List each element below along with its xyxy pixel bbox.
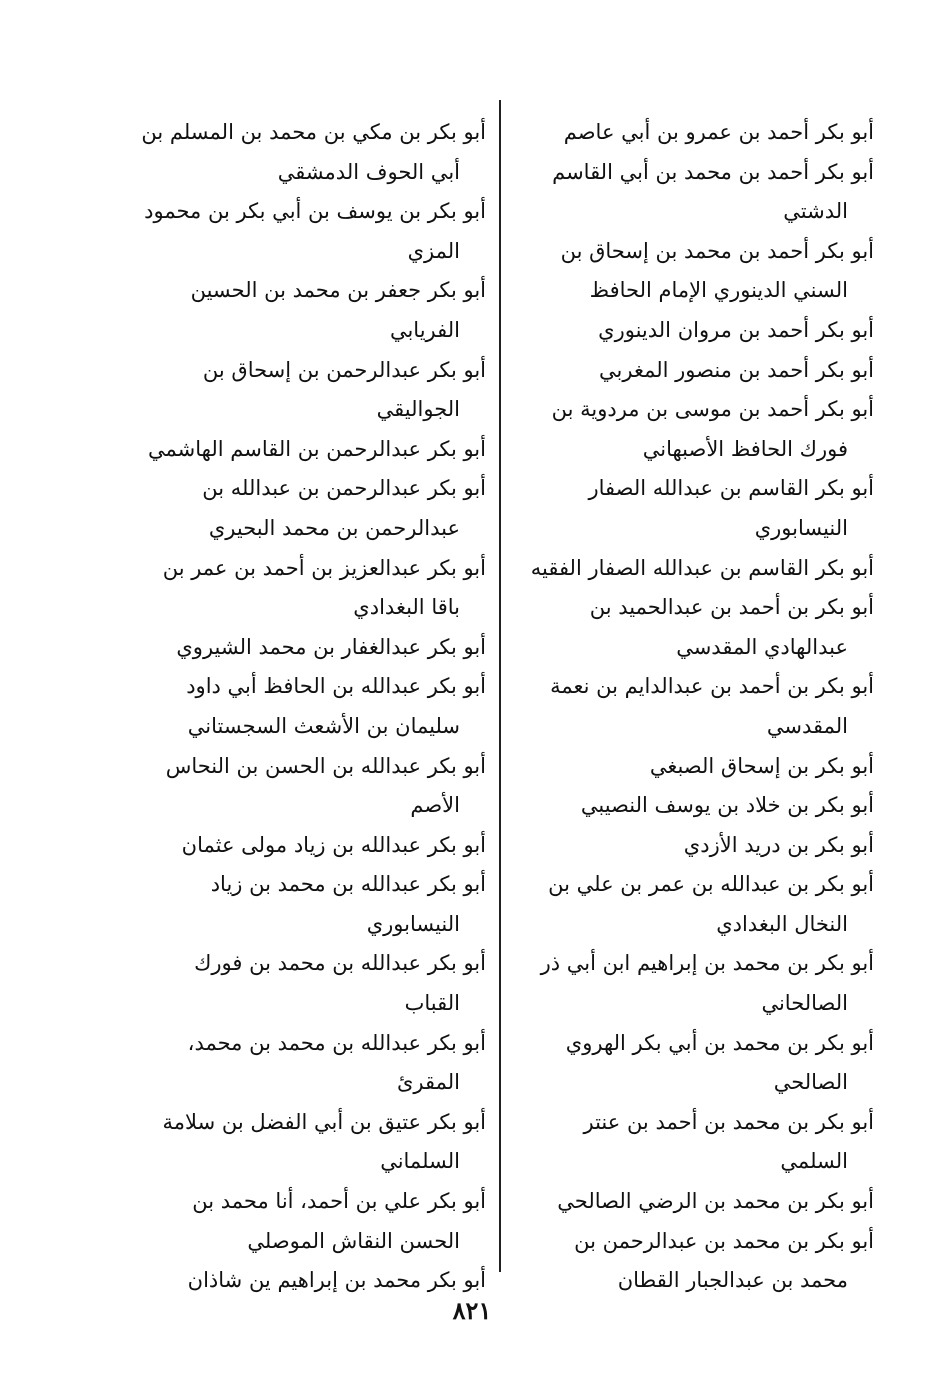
entry-text: أبو بكر عبدالله بن زياد مولى عثمان (181, 832, 486, 857)
entry-continuation: الفريابي (389, 317, 460, 342)
entry-text: أبو بكر بن محمد بن إبراهيم ابن أبي ذر (540, 951, 874, 976)
entry-text: أبو بكر عبدالرحمن بن القاسم الهاشمي (148, 436, 486, 461)
index-entry (512, 865, 874, 944)
entry-text: أبو بكر علي بن أحمد، أنا محمد بن (192, 1189, 486, 1214)
index-entry (122, 271, 486, 350)
entry-text: أبو بكر بن عبدالله بن عمر بن علي بن (548, 872, 874, 897)
entry-text: أبو بكر أحمد بن مروان الدينوري (598, 317, 874, 342)
entry-text: أبو بكر بن محمد بن عبدالرحمن بن (574, 1228, 874, 1253)
entry-continuation: فورك الحافظ الأصبهاني (642, 436, 848, 461)
index-column-left (122, 113, 486, 1301)
entry-text: أبو بكر جعفر بن محمد بن الحسين (190, 278, 486, 303)
page-number: ٨٢١ (452, 1296, 492, 1325)
entry-continuation: السني الدينوري الإمام الحافظ (589, 278, 848, 303)
entry-continuation: المقرئ (396, 1070, 460, 1095)
entry-continuation: السلماني (380, 1149, 460, 1174)
entry-continuation: سليمان بن الأشعث السجستاني (187, 713, 460, 738)
entry-text: أبو بكر أحمد بن محمد بن إسحاق بن (560, 238, 874, 263)
entry-text: أبو بكر عبدالعزيز بن أحمد بن عمر بن (162, 555, 486, 580)
entry-text: أبو بكر بن أحمد بن عبدالحميد بن (589, 595, 874, 620)
entry-continuation: باقا البغدادي (353, 595, 460, 620)
index-entry (122, 944, 486, 1023)
entry-text: أبو بكر القاسم بن عبدالله الصفار الفقيه (530, 555, 874, 580)
index-entry (512, 113, 874, 153)
index-entry (512, 1103, 874, 1182)
entry-continuation: القباب (404, 991, 460, 1016)
entry-text: أبو بكر بن مكي بن محمد بن المسلم بن (141, 120, 486, 144)
entry-text: أبو بكر أحمد بن محمد بن أبي القاسم (552, 159, 874, 184)
entry-continuation: أبي الحوف الدمشقي (277, 159, 460, 184)
entry-continuation: السلمي (780, 1149, 848, 1174)
index-entry (122, 1024, 486, 1103)
entry-continuation: النيسابوري (754, 515, 848, 540)
entry-continuation: المزي (407, 238, 460, 263)
index-entry (122, 469, 486, 548)
entry-text: أبو بكر القاسم بن عبدالله الصفار (588, 476, 874, 501)
entry-text: أبو بكر عبدالله بن الحسن بن النحاس (165, 753, 486, 778)
column-divider (499, 100, 501, 1272)
index-entry (122, 747, 486, 826)
entry-text: أبو بكر أحمد بن موسى بن مردوية بن (551, 397, 874, 422)
index-entry (512, 469, 874, 548)
entry-continuation: المقدسي (766, 713, 848, 738)
index-entry (122, 628, 486, 668)
entry-text: أبو بكر بن خلاد بن يوسف النصيبي (580, 793, 874, 818)
entry-continuation: عبدالهادي المقدسي (676, 634, 848, 659)
index-entry (122, 549, 486, 628)
index-entry (512, 826, 874, 866)
entry-continuation: النخال البغدادي (716, 911, 848, 936)
entry-continuation: عبدالرحمن بن محمد البحيري (208, 515, 460, 540)
entry-text: أبو بكر أحمد بن منصور المغربي (599, 357, 874, 382)
entry-continuation: الصالحاني (761, 991, 848, 1016)
entry-continuation: الجواليقي (376, 397, 460, 422)
index-entry (512, 944, 874, 1023)
index-entry (512, 1024, 874, 1103)
index-entry (122, 826, 486, 866)
index-entry (512, 667, 874, 746)
entry-text: أبو بكر بن محمد بن أحمد بن عنتر (583, 1109, 874, 1134)
index-entry (512, 786, 874, 826)
entry-continuation: الدشتي (783, 199, 848, 224)
entry-text: أبو بكر عبدالغفار بن محمد الشيروي (176, 634, 486, 659)
entry-continuation: الحسن النقاش الموصلي (247, 1228, 460, 1253)
entry-text: أبو بكر بن يوسف بن أبي بكر بن محمود (144, 199, 486, 224)
entry-continuation: الأصم (410, 793, 460, 818)
index-entry (512, 311, 874, 351)
entry-text: أبو بكر عبدالله بن محمد بن محمد، (187, 1030, 486, 1055)
index-entry (122, 351, 486, 430)
index-entry (512, 747, 874, 787)
index-entry (122, 1261, 486, 1301)
entry-text: أبو بكر أحمد بن عمرو بن أبي عاصم (563, 120, 874, 144)
index-entry (512, 1182, 874, 1222)
entry-continuation: النيسابوري (366, 911, 460, 936)
index-entry (512, 588, 874, 667)
index-entry (512, 232, 874, 311)
index-entry (122, 430, 486, 470)
entry-text: أبو بكر بن إسحاق الصبغي (649, 753, 874, 778)
index-entry (122, 667, 486, 746)
index-entry (512, 549, 874, 589)
entry-text: أبو بكر عبدالرحمن بن إسحاق بن (202, 357, 486, 382)
entry-text: أبو بكر بن أحمد بن عبدالدايم بن نعمة (550, 674, 874, 699)
entry-continuation: الصالحي (773, 1070, 848, 1095)
index-entry (512, 351, 874, 391)
entry-text: أبو بكر محمد بن إبراهيم ين شاذان (187, 1268, 486, 1293)
index-entry (122, 1182, 486, 1261)
index-entry (512, 390, 874, 469)
entry-text: أبو بكر بن محمد بن أبي بكر الهروي (565, 1030, 874, 1055)
index-entry (122, 1103, 486, 1182)
index-entry (122, 865, 486, 944)
entry-text: أبو بكر عبدالله بن محمد بن فورك (194, 951, 486, 976)
entry-text: أبو بكر بن دريد الأزدي (683, 832, 874, 857)
entry-text: أبو بكر عبدالله بن الحافظ أبي داود (186, 674, 486, 699)
entry-text: أبو بكر عتيق بن أبي الفضل بن سلامة (162, 1109, 486, 1134)
index-column-right (512, 113, 874, 1301)
index-entry (512, 1222, 874, 1301)
entry-text: أبو بكر بن محمد بن الرضي الصالحي (557, 1189, 874, 1214)
entry-text: أبو بكر عبدالرحمن بن عبدالله بن (202, 476, 486, 501)
index-entry (512, 153, 874, 232)
index-entry (122, 113, 486, 192)
entry-text: أبو بكر عبدالله بن محمد بن زياد (210, 872, 486, 897)
index-entry (122, 192, 486, 271)
entry-continuation: محمد بن عبدالجبار القطان (617, 1268, 848, 1293)
